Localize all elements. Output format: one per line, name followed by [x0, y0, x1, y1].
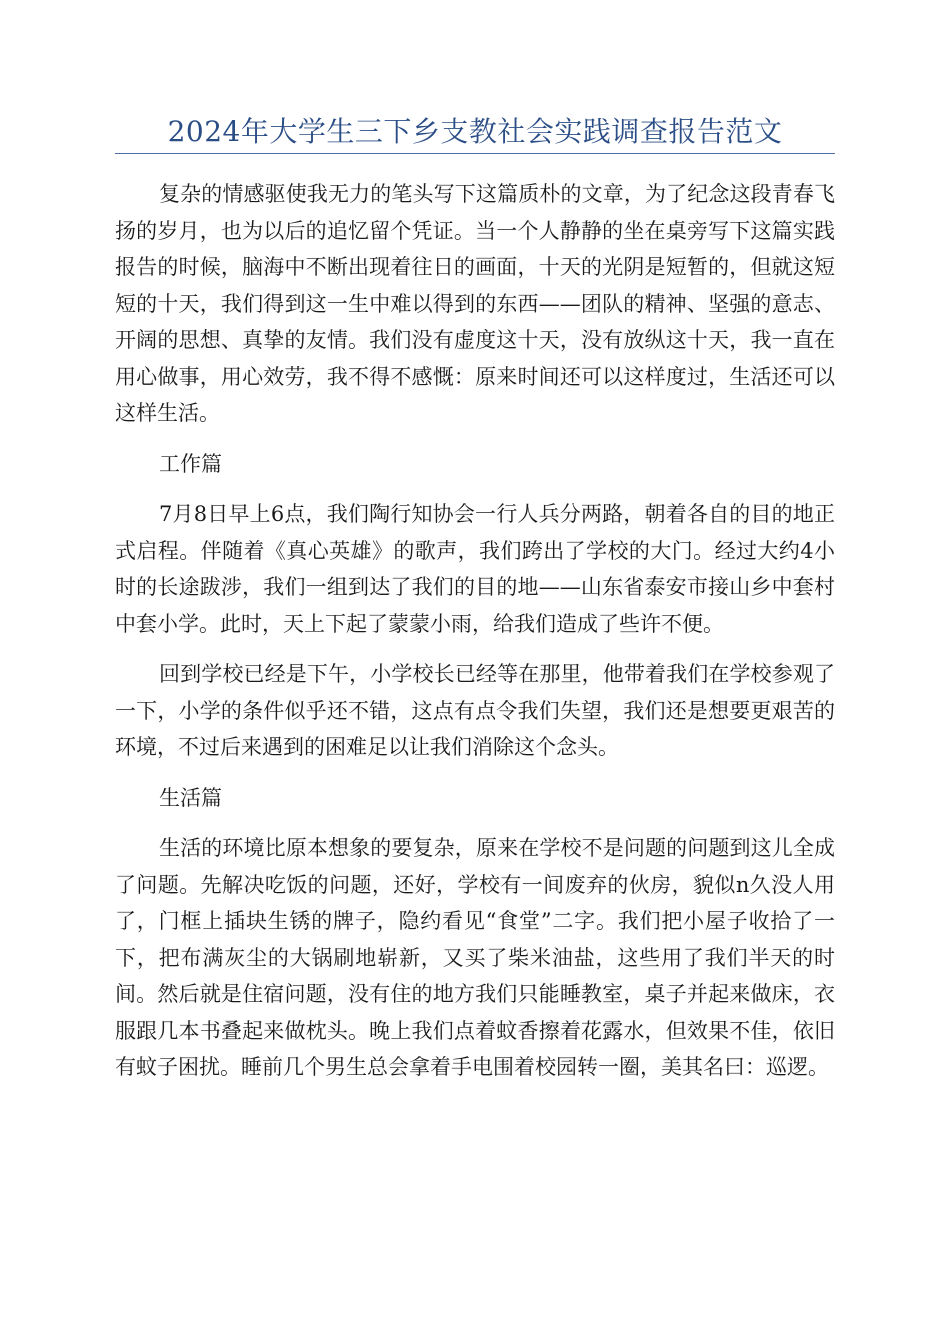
- paragraph-departure: 7月8日早上6点，我们陶行知协会一行人兵分两路，朝着各自的目的地正式启程。伴随着《真心英雄》的歌声，我们跨出了学校的大门。经过大约4小时的长途跋涉，我们一组到达了我们的目的地——山东省泰安市接山乡中套村中套小学。此时，天上下起了蒙蒙小雨，给我们造成了些许不便。: [115, 502, 835, 636]
- title-underline: [115, 153, 835, 154]
- paragraph-living: 生活的环境比原本想象的要复杂，原来在学校不是问题的问题到这儿全成了问题。先解决吃饭的问题，还好，学校有一间废弃的伙房，貌似n久没人用了，门框上插块生锈的牌子，隐约看见“食堂”二字。我们把小屋子收拾了一下，把布满灰尘的大锅刷地崭新，又买了柴米油盐，这些用了我们半天的时间。然后就是住宿问题，没有住的地方我们只能睡教室，桌子并起来做床，衣服跟几本书叠起来做枕头。晚上我们点着蚊香擦着花露水，但效果不佳，依旧有蚊子困扰。睡前几个男生总会拿着手电围着校园转一圈，美其名曰：巡逻。: [115, 836, 835, 1079]
- section-heading-work: 工作篇: [159, 451, 222, 476]
- section-heading-life: 生活篇: [159, 785, 222, 810]
- paragraph-school-visit: 回到学校已经是下午，小学校长已经等在那里，他带着我们在学校参观了一下，小学的条件似乎还不错，这点有点令我们失望，我们还是想要更艰苦的环境，不过后来遇到的困难足以让我们消除这个念头。: [115, 662, 835, 759]
- document-body: [115, 176, 835, 1086]
- document-title: 2024年大学生三下乡支教社会实践调查报告范文: [167, 115, 783, 148]
- paragraph-intro: 复杂的情感驱使我无力的笔头写下这篇质朴的文章，为了纪念这段青春飞扬的岁月，也为以后的追忆留个凭证。当一个人静静的坐在桌旁写下这篇实践报告的时候，脑海中不断出现着往日的画面，十天的光阴是短暂的，但就这短短的十天，我们得到这一生中难以得到的东西——团队的精神、坚强的意志、开阔的思想、真挚的友情。我们没有虚度这十天，没有放纵这十天，我一直在用心做事，用心效劳，我不得不感慨：原来时间还可以这样度过，生活还可以这样生活。: [115, 182, 835, 425]
